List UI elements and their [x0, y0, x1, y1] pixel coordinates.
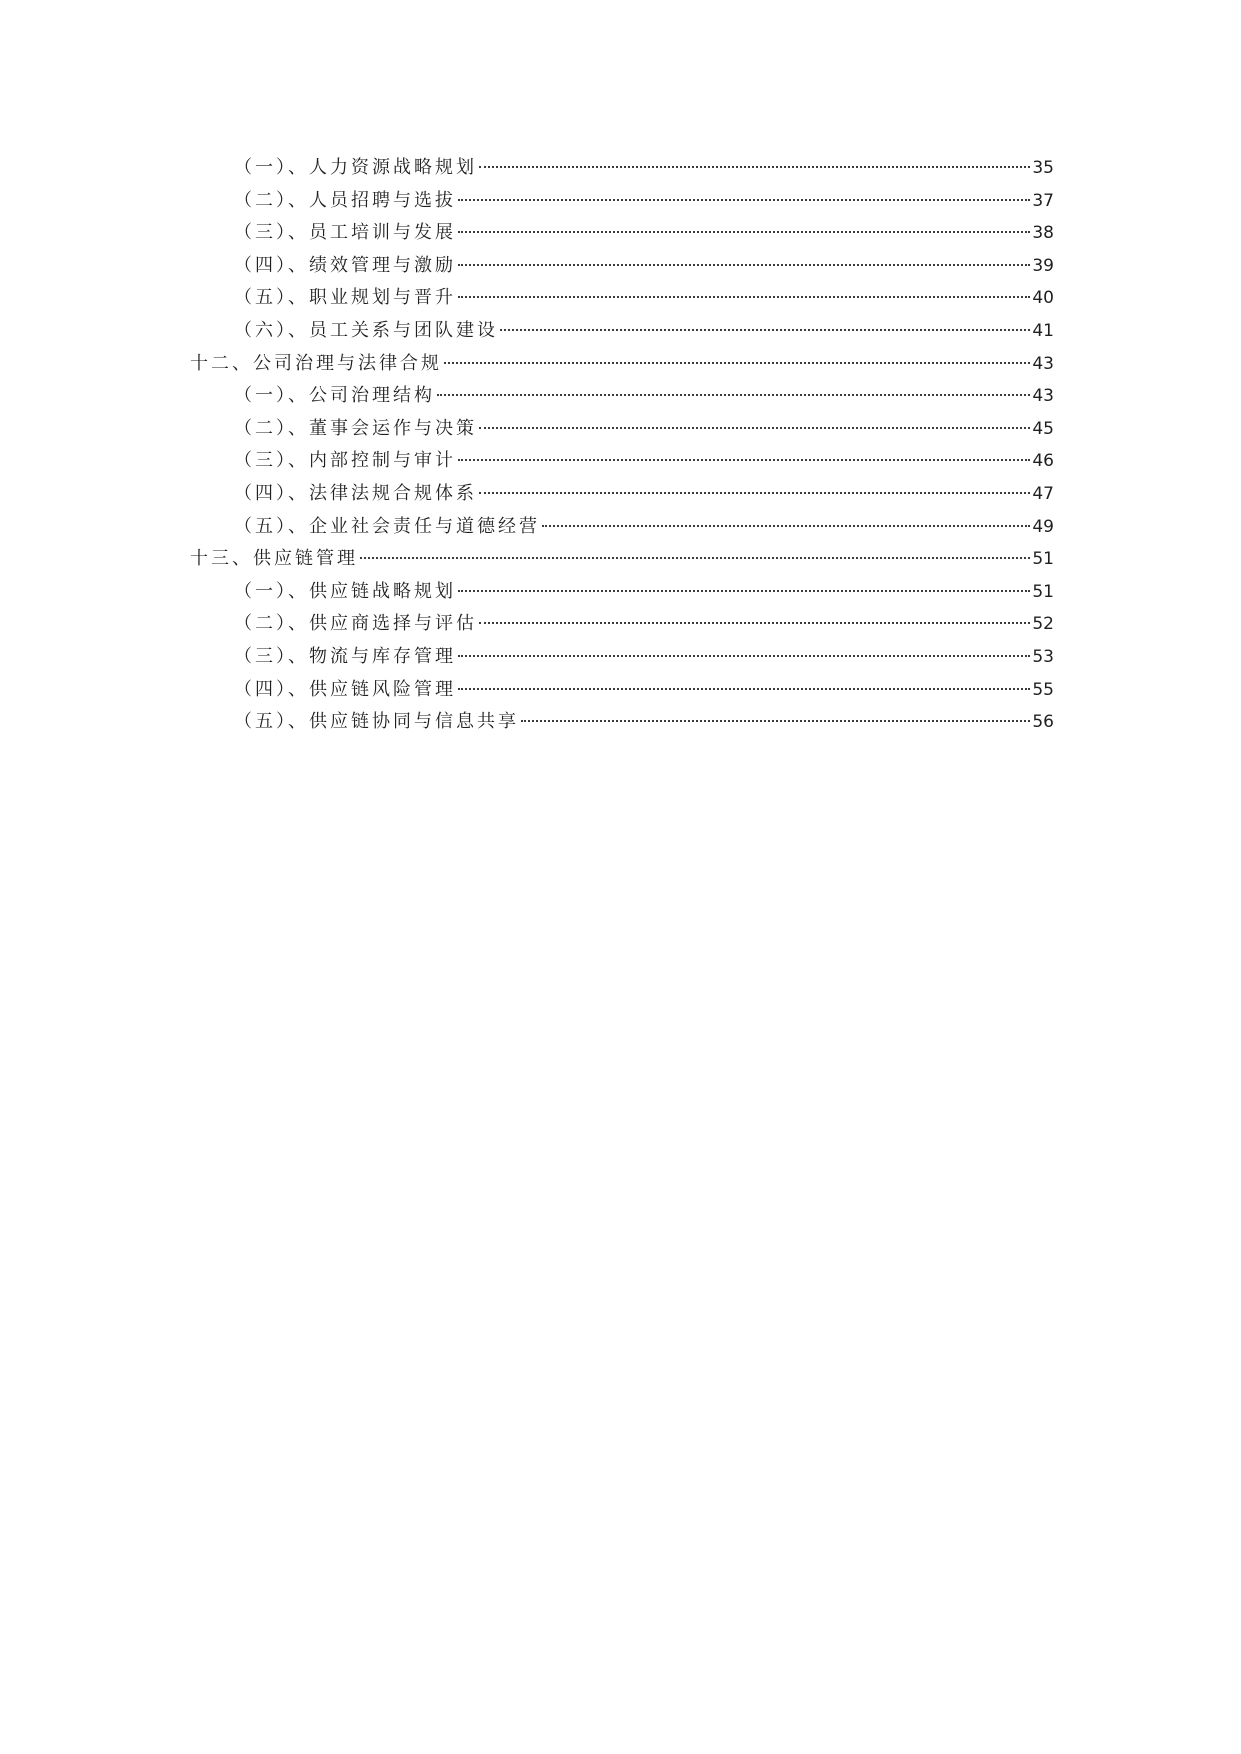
toc-entry-title: （五）、企业社会责任与道德经营	[234, 515, 540, 537]
toc-entry[interactable]	[190, 250, 1054, 283]
toc-entry-title: （四）、法律法规合规体系	[234, 482, 477, 504]
toc-entry-title: （五）、供应链协同与信息共享	[234, 711, 519, 733]
toc-entry-title: （二）、董事会运作与决策	[234, 417, 477, 439]
toc-entry-title: （二）、人员招聘与选拔	[234, 189, 456, 211]
toc-entry-title: （二）、供应商选择与评估	[234, 613, 477, 635]
toc-dot-leader	[458, 199, 1030, 201]
toc-entry-title: （四）、绩效管理与激励	[234, 254, 456, 276]
toc-dot-leader	[458, 655, 1030, 657]
toc-entry-page-number: 39	[1032, 255, 1054, 276]
toc-entry-title: （三）、员工培训与发展	[234, 222, 456, 244]
toc-entry[interactable]	[190, 217, 1054, 250]
table-of-contents	[190, 152, 1054, 739]
toc-entry-page-number: 38	[1032, 223, 1054, 244]
toc-dot-leader	[360, 557, 1030, 559]
toc-entry[interactable]	[190, 674, 1054, 707]
toc-dot-leader	[458, 231, 1030, 233]
toc-dot-leader	[542, 525, 1030, 527]
toc-dot-leader	[479, 492, 1030, 494]
toc-entry-page-number: 37	[1032, 190, 1054, 211]
toc-dot-leader	[458, 459, 1030, 461]
toc-entry[interactable]	[190, 380, 1054, 413]
toc-dot-leader	[458, 688, 1030, 690]
toc-entry-page-number: 47	[1032, 483, 1054, 504]
toc-entry-page-number: 35	[1032, 158, 1054, 178]
toc-dot-leader	[458, 296, 1030, 298]
toc-entry-page-number: 49	[1032, 516, 1054, 537]
toc-dot-leader	[479, 166, 1030, 168]
toc-dot-leader	[521, 720, 1030, 722]
toc-entry-page-number: 51	[1032, 549, 1054, 570]
toc-entry[interactable]	[190, 185, 1054, 218]
toc-chapter-entry[interactable]	[190, 543, 1054, 576]
toc-entry[interactable]	[190, 706, 1054, 739]
toc-entry-title: （一）、公司治理结构	[234, 385, 435, 407]
toc-entry-page-number: 46	[1032, 451, 1054, 472]
toc-entry[interactable]	[190, 152, 1054, 185]
toc-entry[interactable]	[190, 576, 1054, 609]
toc-entry-page-number: 56	[1032, 712, 1054, 733]
toc-entry-page-number: 45	[1032, 418, 1054, 439]
toc-entry-page-number: 41	[1032, 320, 1054, 341]
toc-chapter-entry[interactable]	[190, 348, 1054, 381]
toc-entry-page-number: 43	[1032, 353, 1054, 374]
toc-entry[interactable]	[190, 608, 1054, 641]
toc-entry[interactable]	[190, 445, 1054, 478]
toc-dot-leader	[437, 394, 1030, 396]
toc-entry[interactable]	[190, 413, 1054, 446]
toc-entry-title: （四）、供应链风险管理	[234, 678, 456, 700]
toc-dot-leader	[479, 427, 1030, 429]
toc-dot-leader	[458, 590, 1030, 592]
toc-entry[interactable]	[190, 282, 1054, 315]
toc-entry[interactable]	[190, 511, 1054, 544]
toc-entry[interactable]	[190, 641, 1054, 674]
toc-entry-page-number: 51	[1032, 581, 1054, 602]
toc-chapter-title: 十二、公司治理与法律合规	[190, 352, 442, 374]
toc-dot-leader	[444, 362, 1030, 364]
toc-entry-title: （五）、职业规划与晋升	[234, 287, 456, 309]
toc-entry-page-number: 43	[1032, 386, 1054, 407]
toc-entry-title: （三）、物流与库存管理	[234, 645, 456, 667]
toc-dot-leader	[500, 329, 1030, 331]
toc-entry-title: （一）、人力资源战略规划	[234, 157, 477, 178]
toc-entry-page-number: 55	[1032, 679, 1054, 700]
toc-entry-title: （六）、员工关系与团队建设	[234, 319, 498, 341]
toc-entry[interactable]	[190, 315, 1054, 348]
toc-chapter-title: 十三、供应链管理	[190, 548, 358, 570]
toc-entry-title: （一）、供应链战略规划	[234, 580, 456, 602]
toc-entry-page-number: 40	[1032, 288, 1054, 309]
toc-entry-page-number: 52	[1032, 614, 1054, 635]
toc-dot-leader	[479, 622, 1030, 624]
toc-entry[interactable]	[190, 478, 1054, 511]
toc-dot-leader	[458, 264, 1030, 266]
toc-entry-page-number: 53	[1032, 646, 1054, 667]
toc-entry-title: （三）、内部控制与审计	[234, 450, 456, 472]
